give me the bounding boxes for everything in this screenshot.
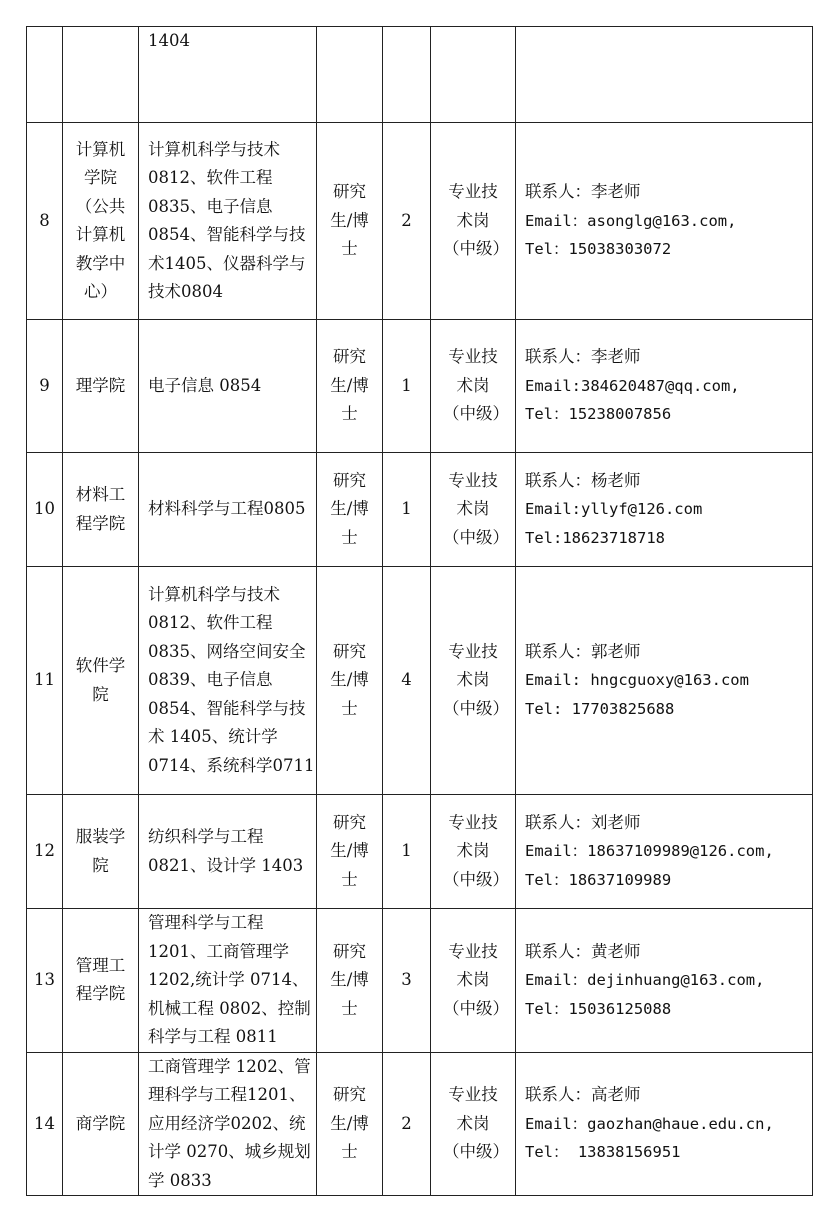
cell-count bbox=[383, 320, 431, 453]
cell-majors-text: 管理科学与工程1201、工商管理学1202,统计学 0714、机械工程 0802、控制科学与工程 0811 bbox=[148, 913, 311, 1046]
cell-contact bbox=[516, 795, 813, 909]
cell-post bbox=[431, 909, 516, 1053]
cell-college bbox=[63, 27, 139, 123]
table-row bbox=[27, 320, 813, 453]
cell-no bbox=[27, 320, 63, 453]
cell-education bbox=[317, 453, 383, 567]
cell-count-text: 2 bbox=[401, 210, 412, 230]
cell-no-text: 8 bbox=[39, 210, 50, 230]
cell-no-text: 11 bbox=[34, 670, 55, 690]
cell-no bbox=[27, 27, 63, 123]
cell-college bbox=[63, 567, 139, 795]
cell-count bbox=[383, 453, 431, 567]
contact-tel: Tel：15036125088 bbox=[525, 999, 672, 1018]
table-row-continued bbox=[27, 27, 813, 123]
table-row bbox=[27, 123, 813, 320]
table-row bbox=[27, 453, 813, 567]
cell-no bbox=[27, 795, 63, 909]
cell-post-text: 专业技术岗（中级） bbox=[443, 347, 509, 424]
cell-count bbox=[383, 909, 431, 1053]
cell-majors-text: 电子信息 0854 bbox=[148, 375, 262, 395]
cell-majors-text: 计算机科学与技术0812、软件工程0835、网络空间安全 0839、电子信息0854、智能科学与技术 1405、统计学0714、系统科学0711 bbox=[148, 584, 315, 775]
cell-majors-text: 材料科学与工程0805 bbox=[148, 499, 306, 519]
contact-email: Email: hngcguoxy@163.com bbox=[525, 671, 749, 690]
cell-no-text: 14 bbox=[34, 1113, 55, 1133]
cell-count-text: 1 bbox=[401, 499, 412, 519]
cell-majors bbox=[139, 320, 317, 453]
contact-tel: Tel：18637109989 bbox=[525, 870, 672, 889]
cell-contact bbox=[516, 123, 813, 320]
cell-post-text: 专业技术岗（中级） bbox=[443, 941, 509, 1018]
contact-tel: Tel：15238007856 bbox=[525, 405, 672, 424]
cell-education-text: 研究生/博士 bbox=[330, 1085, 369, 1161]
contact-email: Email：18637109989@126.com, bbox=[525, 842, 774, 861]
contact-person: 联系人：李老师 bbox=[525, 347, 641, 367]
cell-college-text: 软件学院 bbox=[75, 656, 126, 704]
cell-count bbox=[383, 123, 431, 320]
cell-contact bbox=[516, 453, 813, 567]
cell-post-text: 专业技术岗（中级） bbox=[443, 641, 509, 718]
cell-education bbox=[317, 27, 383, 123]
cell-no-text: 12 bbox=[34, 841, 55, 861]
cell-college-text: 材料工程学院 bbox=[75, 485, 126, 533]
table-row bbox=[27, 795, 813, 909]
cell-education-text: 研究生/博士 bbox=[330, 347, 369, 424]
contact-person: 联系人：黄老师 bbox=[525, 941, 641, 961]
cell-no bbox=[27, 567, 63, 795]
cell-college bbox=[63, 795, 139, 909]
cell-count-text: 1 bbox=[401, 841, 412, 861]
cell-college bbox=[63, 909, 139, 1053]
contact-person: 联系人：杨老师 bbox=[525, 470, 641, 490]
cell-majors bbox=[139, 795, 317, 909]
contact-tel: Tel： 13838156951 bbox=[525, 1143, 681, 1161]
contact-email: Email：asonglg@163.com, bbox=[525, 211, 737, 230]
cell-education-text: 研究生/博士 bbox=[330, 182, 369, 259]
cell-majors-text: 计算机科学与技术0812、软件工程0835、电子信息0854、智能科学与技术1405、仪器科学与技术0804 bbox=[148, 139, 306, 301]
recruitment-table bbox=[26, 26, 813, 1196]
cell-education-text: 研究生/博士 bbox=[330, 812, 369, 889]
table-row bbox=[27, 567, 813, 795]
contact-person: 联系人：刘老师 bbox=[525, 812, 641, 832]
cell-post bbox=[431, 27, 516, 123]
cell-no bbox=[27, 909, 63, 1053]
cell-post bbox=[431, 567, 516, 795]
contact-email: Email：dejinhuang@163.com, bbox=[525, 971, 765, 989]
cell-no-text: 13 bbox=[34, 970, 55, 989]
cell-post-text: 专业技术岗（中级） bbox=[443, 1085, 509, 1161]
contact-tel: Tel: 17703825688 bbox=[525, 699, 675, 718]
cell-post-text: 专业技术岗（中级） bbox=[443, 812, 509, 889]
cell-count-text: 1 bbox=[401, 375, 412, 395]
contact-person: 联系人：高老师 bbox=[525, 1085, 641, 1104]
cell-contact bbox=[516, 27, 813, 123]
cell-count bbox=[383, 1052, 431, 1196]
cell-no bbox=[27, 123, 63, 320]
cell-contact bbox=[516, 909, 813, 1053]
cell-education bbox=[317, 567, 383, 795]
cell-count bbox=[383, 27, 431, 123]
table-row bbox=[27, 909, 813, 1053]
cell-majors bbox=[139, 567, 317, 795]
cell-majors bbox=[139, 1052, 317, 1196]
cell-post-text: 专业技术岗（中级） bbox=[443, 470, 509, 547]
cell-majors bbox=[139, 27, 317, 123]
cell-count bbox=[383, 795, 431, 909]
cell-majors-text: 纺织科学与工程0821、设计学 1403 bbox=[148, 827, 304, 875]
contact-tel: Tel:18623718718 bbox=[525, 528, 665, 547]
cell-education bbox=[317, 909, 383, 1053]
table-row bbox=[27, 1052, 813, 1196]
contact-email: Email:yllyf@126.com bbox=[525, 500, 703, 519]
cell-count bbox=[383, 567, 431, 795]
cell-education bbox=[317, 320, 383, 453]
cell-no-text: 9 bbox=[39, 375, 50, 395]
cell-post-text: 专业技术岗（中级） bbox=[443, 182, 509, 259]
cell-college-text: 管理工程学院 bbox=[75, 955, 126, 1004]
cell-contact bbox=[516, 1052, 813, 1196]
cell-no-text: 10 bbox=[34, 499, 55, 519]
cell-education-text: 研究生/博士 bbox=[330, 941, 369, 1018]
cell-majors bbox=[139, 909, 317, 1053]
cell-contact bbox=[516, 567, 813, 795]
cell-count-text: 4 bbox=[401, 670, 412, 690]
cell-college-text: 商学院 bbox=[75, 1113, 126, 1133]
cell-college-text: 计算机学院（公共计算机教学中心） bbox=[75, 139, 126, 301]
cell-count-text: 2 bbox=[401, 1113, 412, 1133]
cell-college bbox=[63, 123, 139, 320]
contact-person: 联系人：李老师 bbox=[525, 182, 641, 202]
cell-majors-text: 工商管理学 1202、管理科学与工程1201、应用经济学0202、统计学 0270、城乡规划学 0833 bbox=[148, 1056, 311, 1190]
cell-majors bbox=[139, 123, 317, 320]
cell-post bbox=[431, 453, 516, 567]
cell-no bbox=[27, 1052, 63, 1196]
cell-college-text: 理学院 bbox=[75, 375, 126, 395]
majors-text: 1404 bbox=[148, 31, 190, 50]
contact-tel: Tel：15038303072 bbox=[525, 240, 672, 259]
cell-education bbox=[317, 123, 383, 320]
cell-education bbox=[317, 1052, 383, 1196]
cell-count-text: 3 bbox=[401, 970, 412, 989]
cell-majors bbox=[139, 453, 317, 567]
cell-education-text: 研究生/博士 bbox=[330, 641, 369, 718]
contact-email: Email:384620487@qq.com, bbox=[525, 376, 740, 395]
cell-post bbox=[431, 123, 516, 320]
cell-post bbox=[431, 320, 516, 453]
cell-education-text: 研究生/博士 bbox=[330, 470, 369, 547]
cell-college bbox=[63, 1052, 139, 1196]
contact-person: 联系人：郭老师 bbox=[525, 641, 641, 661]
cell-no bbox=[27, 453, 63, 567]
cell-contact bbox=[516, 320, 813, 453]
cell-post bbox=[431, 1052, 516, 1196]
cell-college bbox=[63, 453, 139, 567]
cell-post bbox=[431, 795, 516, 909]
cell-college bbox=[63, 320, 139, 453]
cell-education bbox=[317, 795, 383, 909]
cell-college-text: 服装学院 bbox=[75, 827, 126, 875]
contact-email: Email：gaozhan@haue.edu.cn, bbox=[525, 1114, 774, 1133]
